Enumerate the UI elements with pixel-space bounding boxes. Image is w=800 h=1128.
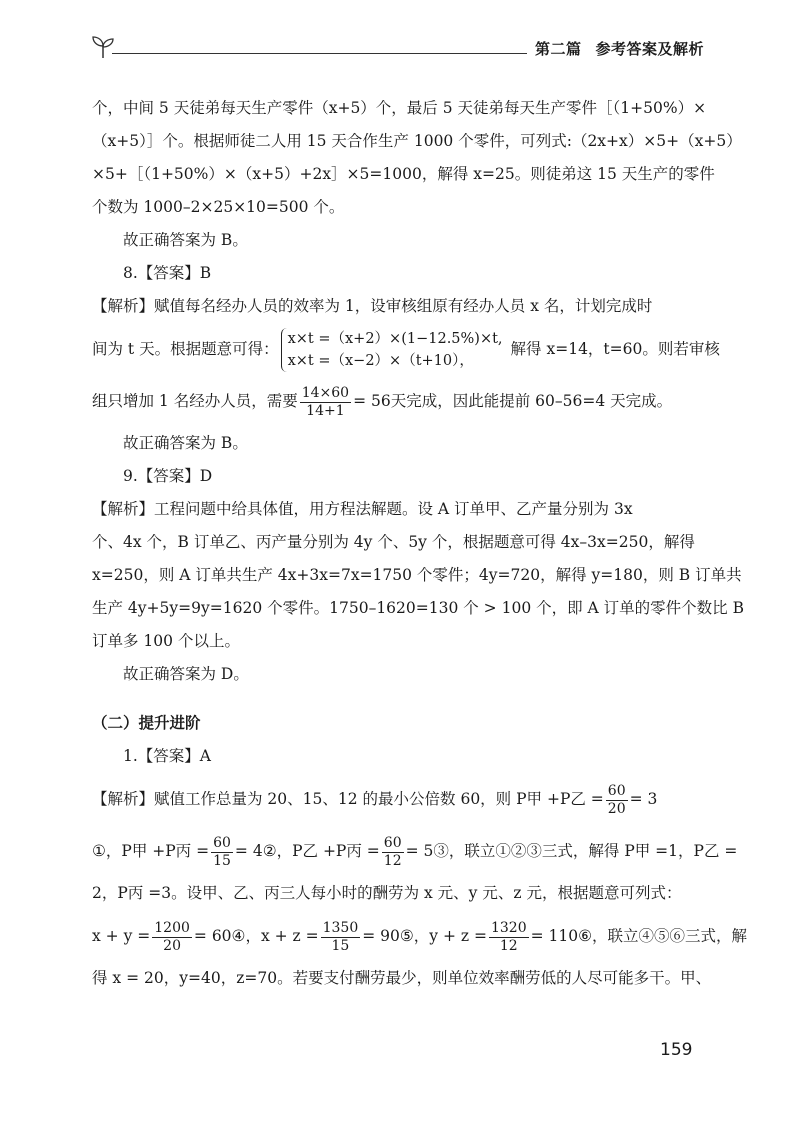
header-rule xyxy=(112,53,527,54)
denominator: 12 xyxy=(499,937,518,954)
denominator: 20 xyxy=(163,937,181,954)
fraction xyxy=(211,835,233,870)
fraction xyxy=(300,385,351,420)
chapter-label: 第二篇 xyxy=(535,40,582,58)
text-line: 个数为 1000–2×25×10=500 个。 xyxy=(92,198,345,216)
text-segment: = 3 xyxy=(629,790,658,808)
text-line: （x+5）］个。根据师徒二人用 15 天合作生产 1000 个零件，可列式:（2x+x）×5+（x+5） xyxy=(92,132,742,150)
numerator: 60 xyxy=(607,782,626,799)
text-segment: 间为 t 天。根据题意可得： xyxy=(92,340,279,358)
sprout-icon xyxy=(90,34,116,60)
fraction xyxy=(606,783,628,818)
equation-line xyxy=(92,910,748,962)
numerator: 1320 xyxy=(490,919,527,936)
section-heading: （二）提升进阶 xyxy=(92,714,201,732)
text-line: 【解析】工程问题中给具体值，用方程法解题。设 A 订单甲、乙产量分别为 3x xyxy=(92,500,633,518)
page-header xyxy=(90,28,710,68)
equation-row: x×t =（x+2）×(1−12.5%)×t, xyxy=(287,331,503,347)
equation-row: x×t =（x−2）×（t+10）， xyxy=(287,353,474,369)
text-line: 2，P丙 =3。设甲、乙、丙三人每小时的酬劳为 x 元、y 元、z 元，根据题意可列式： xyxy=(92,884,682,902)
denominator: 12 xyxy=(383,852,402,869)
text-line: x=250，则 A 订单共生产 4x+3x=7x=1750 个零件；4y=720，解得 y=180，则 B 订单共 xyxy=(92,566,742,584)
answer-line: 故正确答案为 B。 xyxy=(123,434,248,452)
page-content xyxy=(92,92,748,995)
fraction xyxy=(382,835,404,870)
text-line: ×5+［（1+50%）×（x+5）+2x］×5=1000，解得 x=25。则徒弟这 15 天生产的零件 xyxy=(92,165,715,183)
section-label: 参考答案及解析 xyxy=(595,40,705,58)
text-segment: = 110⑥，联立④⑤⑥三式，解 xyxy=(530,927,748,945)
equation-line xyxy=(92,375,704,427)
numerator: 1200 xyxy=(154,919,190,936)
answer-line: 故正确答案为 D。 xyxy=(123,665,249,683)
text-line: 生产 4y+5y=9y=1620 个零件。1750–1620=130 个 > 100 个，即 A 订单的零件个数比 B xyxy=(92,599,744,617)
question-8-answer: 8.【答案】B xyxy=(123,264,212,282)
text-segment: = 56天完成，因此能提前 60–56=4 天完成。 xyxy=(353,392,673,410)
text-segment: = 60④，x + z = xyxy=(193,927,319,945)
denominator: 20 xyxy=(607,800,626,817)
text-segment: x + y = xyxy=(92,927,151,945)
denominator: 15 xyxy=(213,852,231,869)
text-segment: 【解析】赋值工作总量为 20、15、12 的最小公倍数 60，则 P甲 +P乙 = xyxy=(92,790,604,808)
equation-line xyxy=(92,773,704,825)
text-line: 个、4x 个，B 订单乙、丙产量分别为 4y 个、5y 个，根据题意可得 4x–3x=250，解得 xyxy=(92,533,695,551)
numerator: 1350 xyxy=(322,919,359,936)
numerator: 60 xyxy=(383,834,402,851)
numerator: 60 xyxy=(213,834,231,851)
denominator: 14+1 xyxy=(306,402,345,419)
fraction xyxy=(152,920,192,955)
question-9-answer: 9.【答案】D xyxy=(123,467,213,485)
equation-line xyxy=(92,323,720,375)
answer-line: 故正确答案为 B。 xyxy=(123,231,248,249)
text-line: 【解析】赋值每名经办人员的效率为 1，设审核组原有经办人员 x 名，计划完成时 xyxy=(92,297,653,315)
text-segment: 组只增加 1 名经办人员，需要 xyxy=(92,392,298,410)
text-segment: = 4②，P乙 +P丙 = xyxy=(234,842,380,860)
fraction xyxy=(321,920,361,955)
text-line: 得 x = 20，y=40，z=70。若要支付酬劳最少，则单位效率酬劳低的人尽可能多干。甲、 xyxy=(92,969,712,987)
numerator: 14×60 xyxy=(301,384,350,401)
page-number: 159 xyxy=(660,1040,693,1060)
text-segment: ①，P甲 +P丙 = xyxy=(92,842,210,860)
header-title xyxy=(535,38,704,59)
equation-line xyxy=(92,825,738,877)
text-segment: = 90⑤，y + z = xyxy=(362,927,487,945)
fraction xyxy=(489,920,529,955)
equation-system xyxy=(281,328,503,372)
text-line: 个，中间 5 天徒弟每天生产零件（x+5）个，最后 5 天徒弟每天生产零件［（1+50%）× xyxy=(92,99,707,117)
text-segment: 解得 x=14，t=60。则若审核 xyxy=(510,340,720,358)
question-1-answer: 1.【答案】A xyxy=(123,747,211,765)
text-segment: = 5③，联立①②③三式，解得 P甲 =1，P乙 = xyxy=(405,842,738,860)
denominator: 15 xyxy=(331,937,350,954)
text-line: 订单多 100 个以上。 xyxy=(92,632,240,650)
